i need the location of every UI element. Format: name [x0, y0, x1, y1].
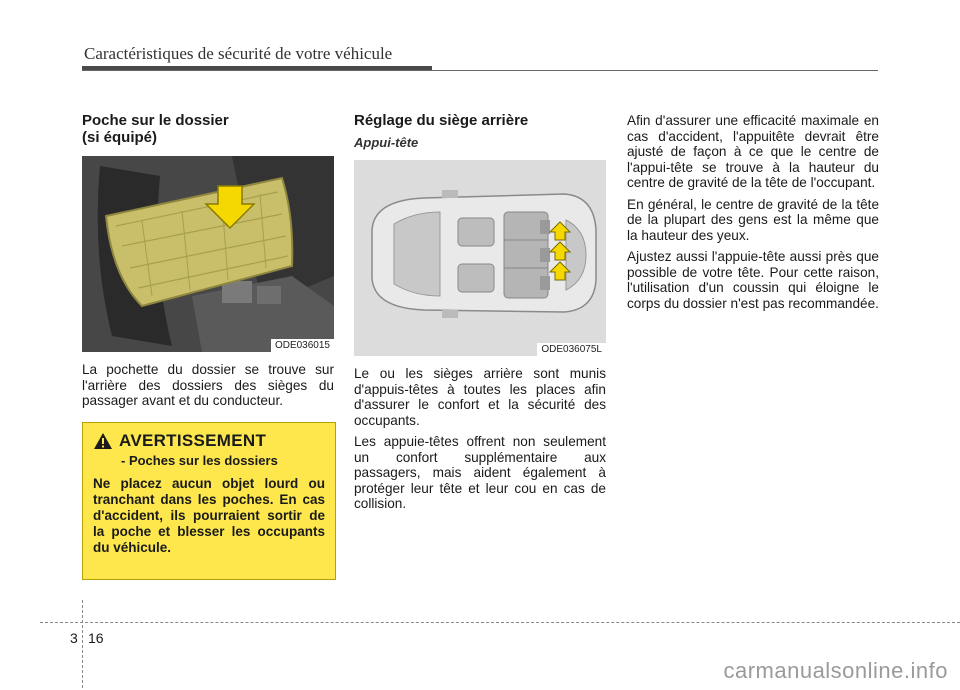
page-number: 16 [88, 630, 104, 646]
paragraph-headrest-protection: Les appuie-têtes offrent non seulement un confort supplémentaire aux passagers, mais aident également à protéger leur tête et leur cou en cas de collision. [354, 434, 606, 511]
figure-label: ODE036075L [537, 343, 606, 356]
paragraph-adjust-close: Ajustez aussi l'appuie-tête aussi près que possible de votre tête. Pour cette raison, l'utilisation d'un coussin qui éloigne le corps du dossier n'est pas recommandée. [627, 249, 879, 311]
subheading-headrest: Appui-tête [354, 135, 419, 150]
section-heading-seatback-pocket [82, 112, 334, 146]
left-column [82, 112, 334, 415]
paragraph-center-gravity: En général, le centre de gravité de la tête de la plupart des gens est la même que la hauteur des yeux. [627, 196, 879, 243]
right-column [627, 113, 879, 317]
figure-rear-headrests [354, 160, 606, 356]
figure-label: ODE036015 [271, 339, 334, 352]
warning-header [93, 431, 325, 451]
warning-title: AVERTISSEMENT [119, 431, 267, 450]
heading-line-1: Poche sur le dossier [82, 112, 229, 129]
page-header-title: Caractéristiques de sécurité de votre véhicule [84, 44, 393, 63]
middle-column [354, 112, 606, 518]
heading-line-2: (si équipé) [82, 129, 158, 146]
footer-rule [40, 622, 960, 623]
header-rule-thin [82, 70, 878, 71]
seatback-pocket-illustration [82, 156, 334, 352]
paragraph-headrest-intro: Le ou les sièges arrière sont munis d'appuis-têtes à toutes les places afin d'assurer le confort et la sécurité des occupants. [354, 366, 606, 428]
paragraph-pocket-location: La pochette du dossier se trouve sur l'arrière des dossiers des sièges du passager avant et du conducteur. [82, 362, 334, 408]
section-heading-rear-seat: Réglage du siège arrière [354, 112, 529, 129]
warning-triangle-icon [93, 432, 113, 450]
car-topview-illustration [354, 160, 606, 356]
warning-box [82, 422, 336, 580]
warning-subtitle: - Poches sur les dossiers [121, 453, 278, 468]
warning-body: Ne placez aucun objet lourd ou tranchant dans les poches. En cas d'accident, ils pourraient sortir de la poche et blesser les occupants du véhicule. [93, 476, 325, 555]
watermark-text: carmanualsonline.info [723, 658, 948, 683]
figure-seatback-pocket [82, 156, 334, 352]
page-chapter-number: 3 [70, 630, 78, 646]
paragraph-headrest-adjust: Afin d'assurer une efficacité maximale en cas d'accident, l'appuitête devrait être ajusté de façon à ce que le centre de l'appui-tête se trouve à la hauteur du centre de gravité de la tête de l'occupant. [627, 113, 879, 190]
footer-vertical-rule [82, 600, 83, 688]
